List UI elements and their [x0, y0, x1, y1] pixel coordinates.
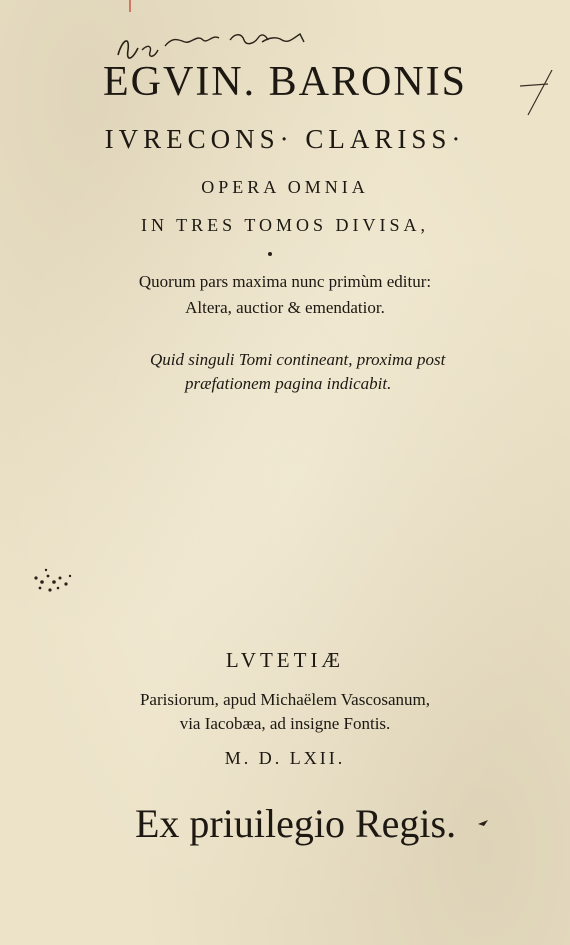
imprint-place: LVTETIÆ: [225, 648, 345, 672]
title-author-qualifier: IVRECONS· CLARISS·: [104, 124, 466, 154]
privilege-statement: Ex priuilegio Regis.: [135, 801, 457, 846]
imprint-publisher-line: Parisiorum, apud Michaëlem Vascosanum,: [139, 690, 431, 709]
imprint-address-line: via Iacobæa, ad insigne Fontis.: [179, 714, 391, 733]
title-volumes: IN TRES TOMOS DIVISA,: [140, 215, 430, 235]
description-line-2: Altera, auctior & emendatior.: [185, 298, 385, 317]
contents-note-line-2: præfationem pagina indicabit.: [185, 374, 392, 393]
title-author: EGVIN. BARONIS: [103, 59, 467, 105]
imprint-date: M. D. LXII.: [224, 748, 346, 768]
description-line-1: Quorum pars maxima nunc primùm editur:: [138, 272, 432, 291]
title-opera-omnia: OPERA OMNIA: [201, 177, 369, 197]
contents-note-line-1: Quid singuli Tomi contineant, proxima post: [150, 350, 446, 369]
